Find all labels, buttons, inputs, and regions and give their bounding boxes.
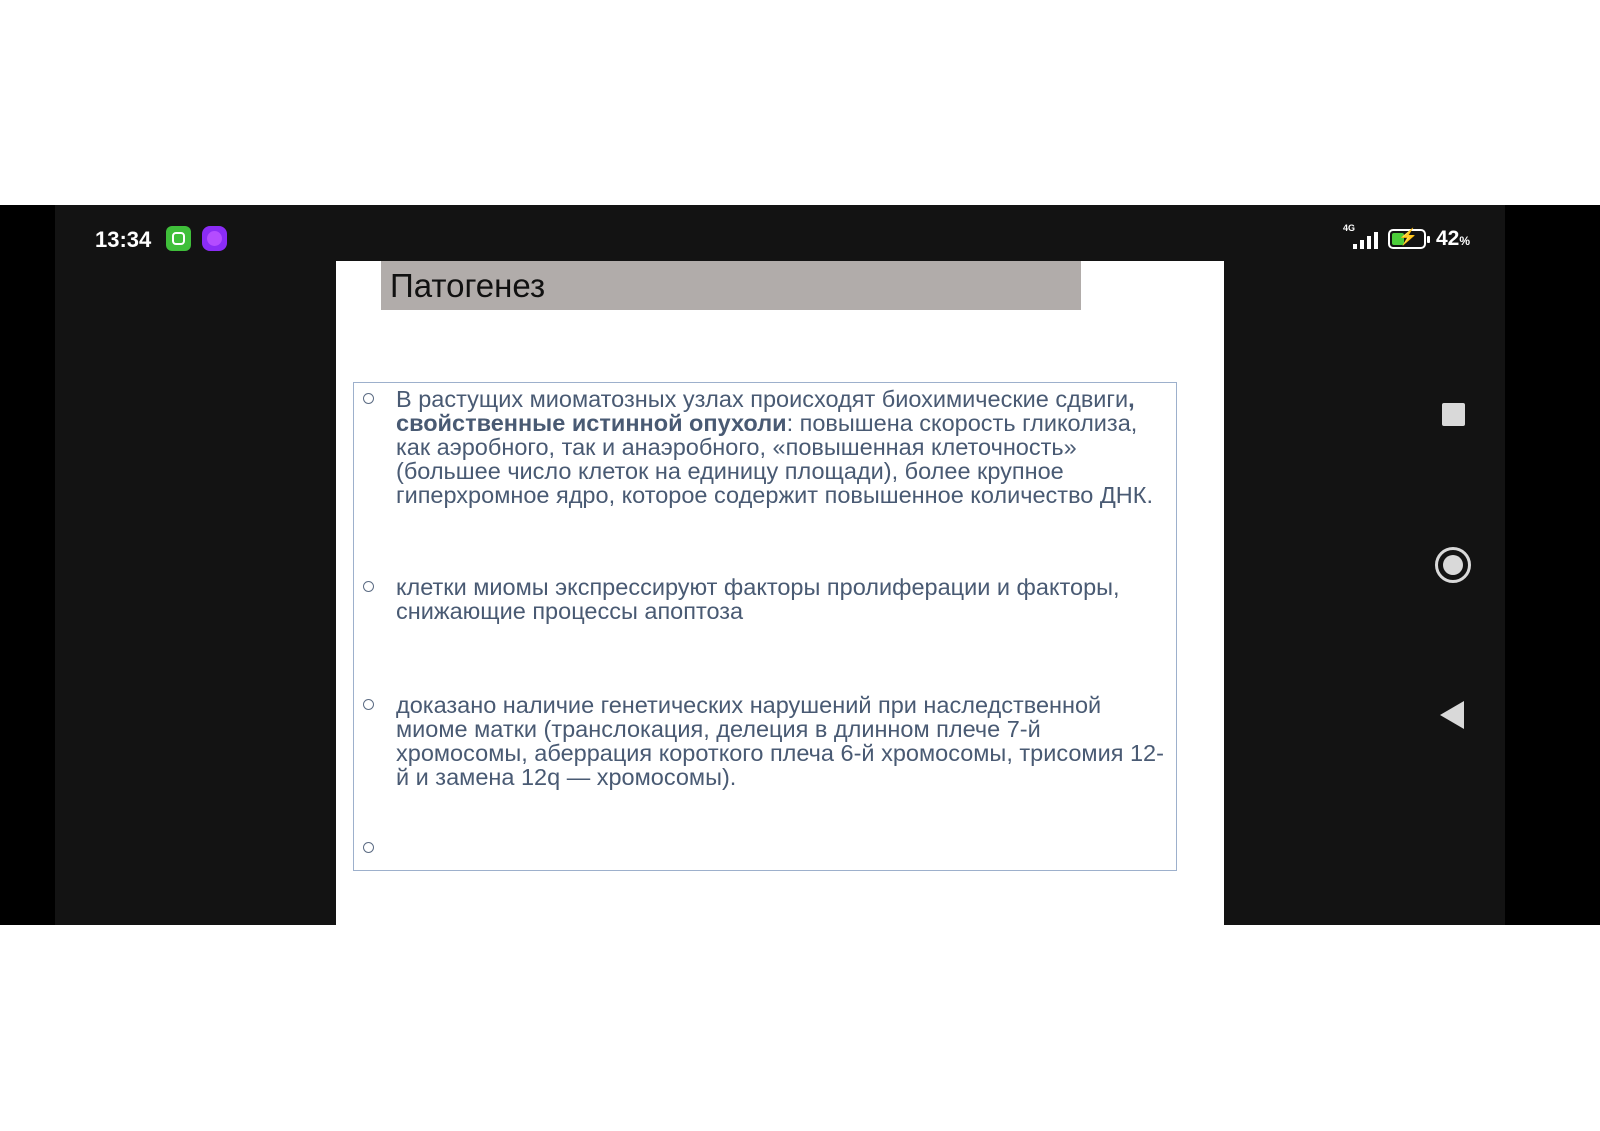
purple-app-icon <box>202 226 227 251</box>
network-type-label: 4G <box>1342 223 1355 233</box>
circle-bullet-icon <box>363 699 374 710</box>
content-box <box>353 382 1177 871</box>
charging-bolt-icon: ⚡ <box>1397 229 1418 246</box>
slide-title: Патогенез <box>390 267 546 304</box>
recents-square-icon[interactable] <box>1442 403 1465 426</box>
navigation-bar <box>1410 205 1505 925</box>
back-triangle-icon[interactable] <box>1440 701 1464 729</box>
bullet-item: В растущих миоматозных узлах происходят биохимические сдвиги, свойственные истинной опухоли: повышена скорость гликолиза, как аэробного, так и анаэробного, «повышенная клеточность» (большее число клеток на единицу площади), более крупное гиперхромное ядро, которое содержит повышенное количество ДНК. <box>354 387 1176 507</box>
slide-title-bar <box>381 261 1081 310</box>
bullet-item: доказано наличие генетических нарушений при наследственной миоме матки (транслокация, делеция в длинном плече 7-й хромосомы, аберрация короткого плеча 6-й хромосомы, трисомия 12-й и замена 12q — хромосомы). <box>354 693 1176 789</box>
circle-bullet-icon <box>363 581 374 592</box>
bullet-item: клетки миомы экспрессируют факторы пролиферации и факторы, снижающие процессы апоптоза <box>354 575 1176 623</box>
status-time: 13:34 <box>95 227 152 252</box>
battery-percent: 42% <box>1435 227 1470 250</box>
home-circle-icon[interactable] <box>1435 547 1471 583</box>
circle-bullet-icon <box>363 393 374 404</box>
signal-icon <box>1340 223 1378 251</box>
circle-bullet-icon <box>363 842 374 853</box>
presentation-slide <box>336 261 1224 925</box>
green-android-app-icon <box>166 226 191 251</box>
